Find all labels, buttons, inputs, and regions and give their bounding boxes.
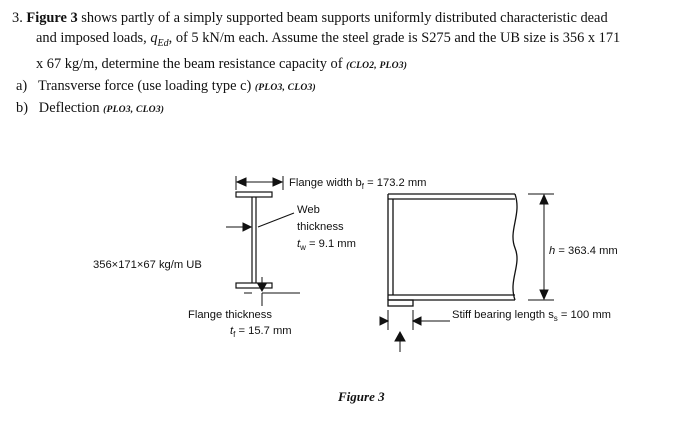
part-a-tag: (PLO3, CLO3) [254,81,316,93]
question-line-1-text: shows partly of a simply supported beam supports uniformly distributed characteristic dead [77,10,608,26]
section-designation: 356×171×67 kg/m UB [93,259,202,271]
part-a-label: a) [16,77,28,94]
q-subscript: Ed [157,37,169,49]
q-symbol: q [150,30,158,46]
bearing-plate [388,300,413,306]
figure-reference: Figure 3 [26,10,78,26]
flange-thickness-value: $t_f = 15.7$ mm [230,325,292,339]
web-label-line-3: $t_w = 9.1$ mm [297,238,356,252]
question-number: 3. [12,10,23,26]
clo-tag: (CLO2, PLO3) [346,59,408,71]
break-line [513,194,517,300]
part-b-tag: (PLO3, CLO3) [103,103,165,115]
part-a-text: Transverse force (use loading type c) [37,77,255,94]
top-flange [236,192,272,197]
flange-thickness-label: Flange thickness [188,309,272,321]
stiff-bearing-dimension [380,310,450,352]
question-line-2-post: , of 5 kN/m each. Assume the steel grade is S275 and the UB size is 356 x 171 [168,30,621,46]
flange-width-label: Flange width $b_f = 173.2$ mm [289,177,427,191]
flange-width-dimension [236,176,283,190]
web-label-line-1: Web [297,204,320,216]
stiff-bearing-label: Stiff bearing length $s_s = 100$ mm [452,309,611,323]
question-line-3-text: x 67 kg/m, determine the beam resistance capacity of [36,55,347,72]
part-b-text: Deflection [38,99,104,116]
question-line-2-pre: and imposed loads, [36,30,151,46]
part-b-label: b) [16,99,28,116]
beam-elevation [388,194,517,306]
web-label-line-2: thickness [297,221,344,233]
i-section-drawing [236,192,272,288]
height-label: h = 363.4 mm [549,245,618,257]
figure-caption: Figure 3 [338,389,385,404]
web-thickness-pointer [226,213,294,231]
